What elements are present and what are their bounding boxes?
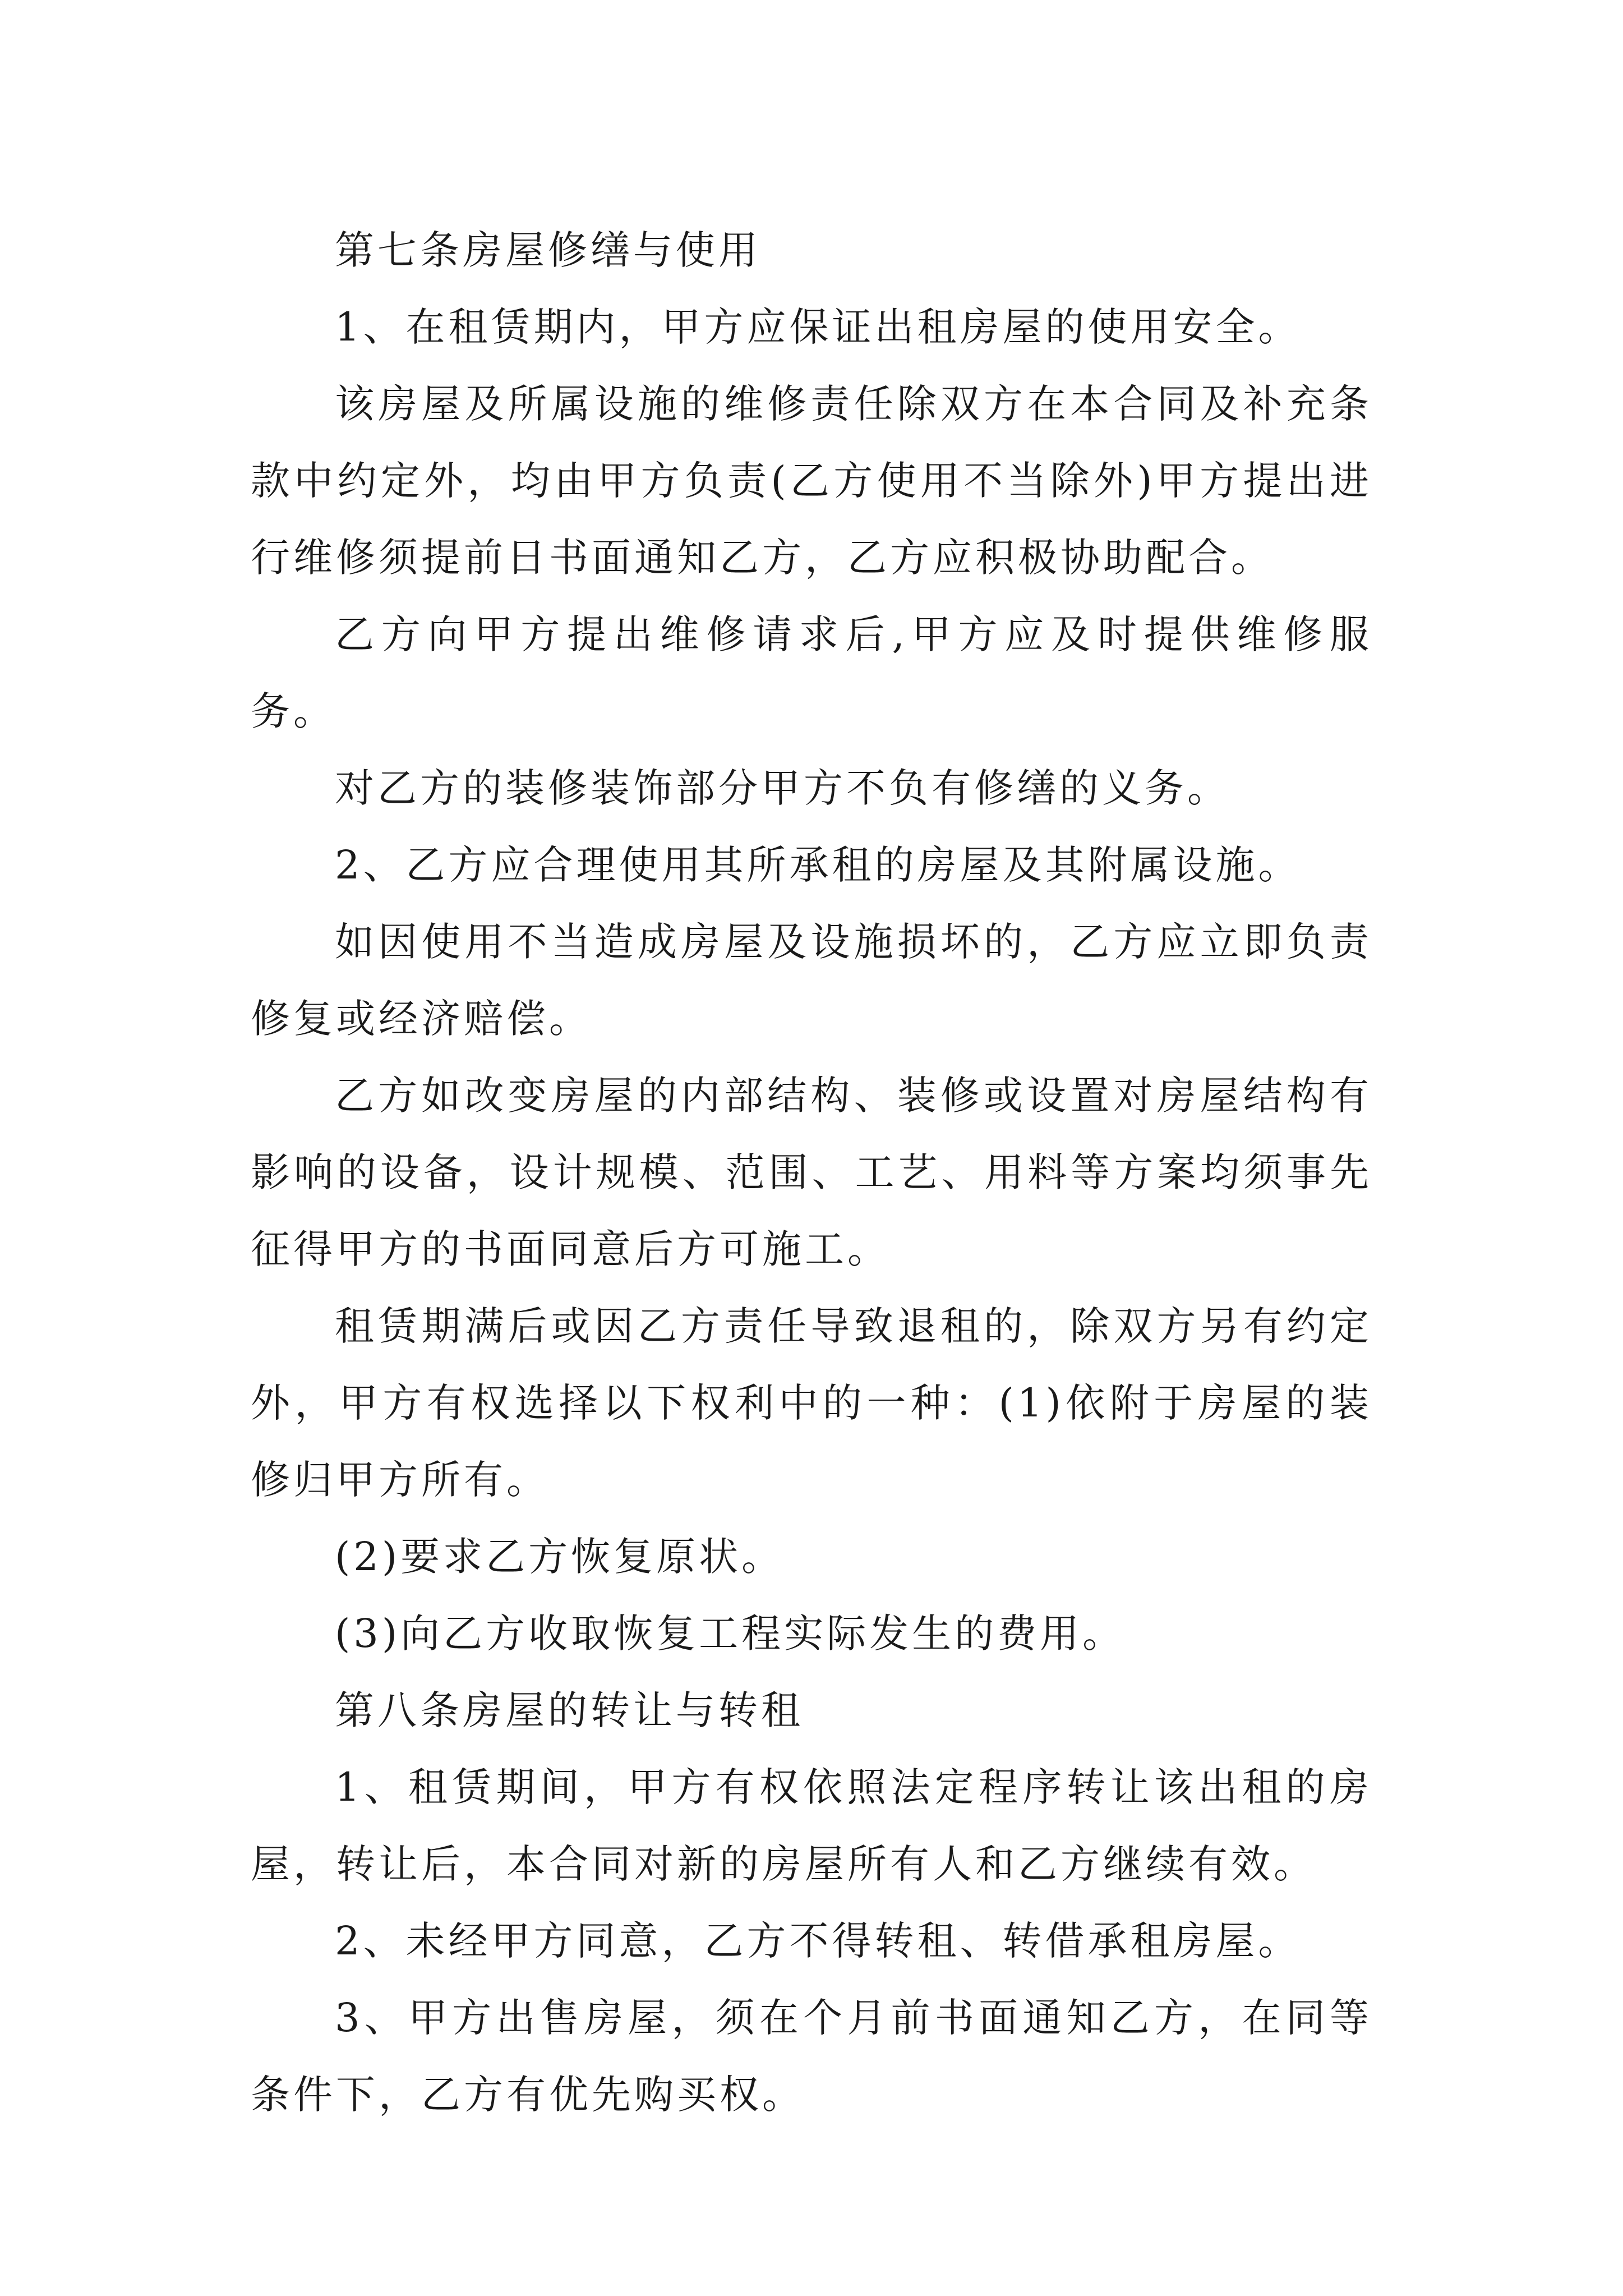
paragraph: 乙方向甲方提出维修请求后,甲方应及时提供维修服务。 (251, 611, 1372, 734)
paragraph: 租赁期满后或因乙方责任导致退租的，除双方另有约定外，甲方有权选择以下权利中的一种：(1)依附于房屋的装修归甲方所有。 (251, 1303, 1372, 1503)
paragraph: 2、未经甲方同意，乙方不得转租、转借承租房屋。 (335, 1918, 1301, 1964)
paragraph: 乙方如改变房屋的内部结构、装修或设置对房屋结构有影响的设备，设计规模、范围、工艺、用料等方案均须事先征得甲方的书面同意后方可施工。 (251, 1073, 1372, 1272)
paragraph: 1、租赁期间，甲方有权依照法定程序转让该出租的房屋，转让后，本合同对新的房屋所有人和乙方继续有效。 (251, 1764, 1372, 1887)
paragraph: (2)要求乙方恢复原状。 (335, 1534, 785, 1580)
article-8-heading: 第八条房屋的转让与转租 (335, 1687, 804, 1733)
paragraph: 如因使用不当造成房屋及设施损坏的，乙方应立即负责修复或经济赔偿。 (251, 919, 1372, 1042)
paragraph: 该房屋及所属设施的维修责任除双方在本合同及补充条款中约定外，均由甲方负责(乙方使用不当除外)甲方提出进行维修须提前日书面通知乙方，乙方应积极协助配合。 (251, 381, 1372, 581)
paragraph: 2、乙方应合理使用其所承租的房屋及其附属设施。 (335, 842, 1301, 888)
document-body (251, 212, 1372, 2133)
paragraph: 对乙方的装修装饰部分甲方不负有修缮的义务。 (335, 765, 1230, 811)
paragraph: 1、在租赁期内，甲方应保证出租房屋的使用安全。 (335, 304, 1301, 350)
paragraph: (3)向乙方收取恢复工程实际发生的费用。 (335, 1611, 1126, 1657)
paragraph: 3、甲方出售房屋，须在个月前书面通知乙方，在同等条件下，乙方有优先购买权。 (251, 1995, 1372, 2118)
article-7-heading: 第七条房屋修缮与使用 (335, 227, 761, 273)
